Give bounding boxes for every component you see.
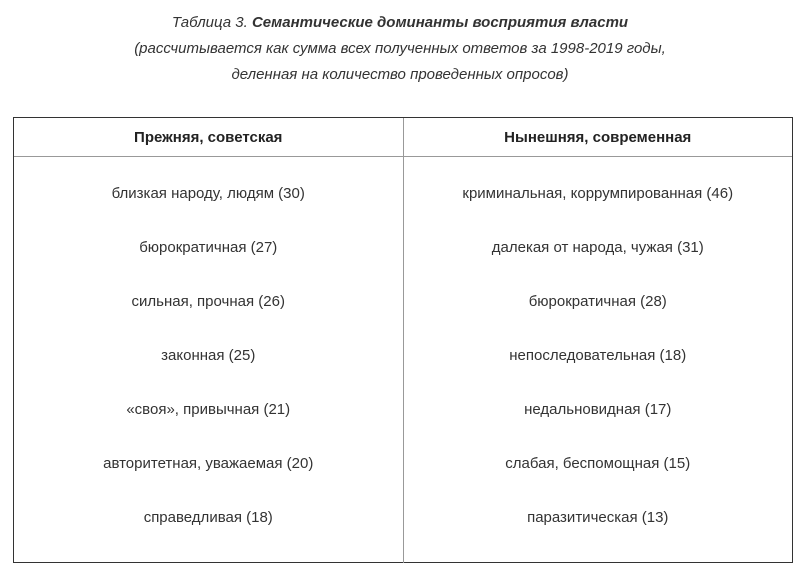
- list-item: бюрократичная (28): [528, 293, 667, 310]
- list-item: далекая от народа, чужая (31): [491, 239, 704, 256]
- header-soviet: Прежняя, советская: [14, 118, 403, 157]
- caption-subtitle-line-2: деленная на количество проведенных опросов): [231, 66, 569, 83]
- table-header-row: [14, 118, 792, 157]
- list-item: паразитическая (13): [527, 509, 669, 526]
- list-item: непоследовательная (18): [509, 347, 687, 364]
- column-modern: [403, 157, 792, 564]
- list-item: криминальная, коррумпированная (46): [462, 185, 734, 202]
- list-item: «своя», привычная (21): [126, 401, 291, 418]
- caption-label: Таблица 3.: [171, 14, 248, 31]
- list-item: недальновидная (17): [524, 401, 672, 418]
- semantic-dominants-table: [13, 117, 793, 563]
- caption-title: Семантические доминанты восприятия власти: [251, 14, 629, 31]
- caption-title-line: [0, 10, 800, 36]
- list-item: близкая народу, людям (30): [111, 185, 305, 202]
- list-item: законная (25): [161, 347, 256, 364]
- list-item: справедливая (18): [143, 509, 273, 526]
- list-item: сильная, прочная (26): [131, 293, 285, 310]
- list-item: слабая, беспомощная (15): [505, 455, 691, 472]
- caption-subtitle-line-1: (рассчитывается как сумма всех полученных ответов за 1998-2019 годы,: [134, 40, 666, 57]
- table-row: [14, 157, 792, 564]
- header-modern: Нынешняя, современная: [403, 118, 792, 157]
- table: [14, 118, 792, 563]
- column-soviet: [14, 157, 403, 564]
- table-caption: [0, 10, 800, 88]
- list-item: бюрократичная (27): [139, 239, 278, 256]
- list-item: авторитетная, уважаемая (20): [103, 455, 314, 472]
